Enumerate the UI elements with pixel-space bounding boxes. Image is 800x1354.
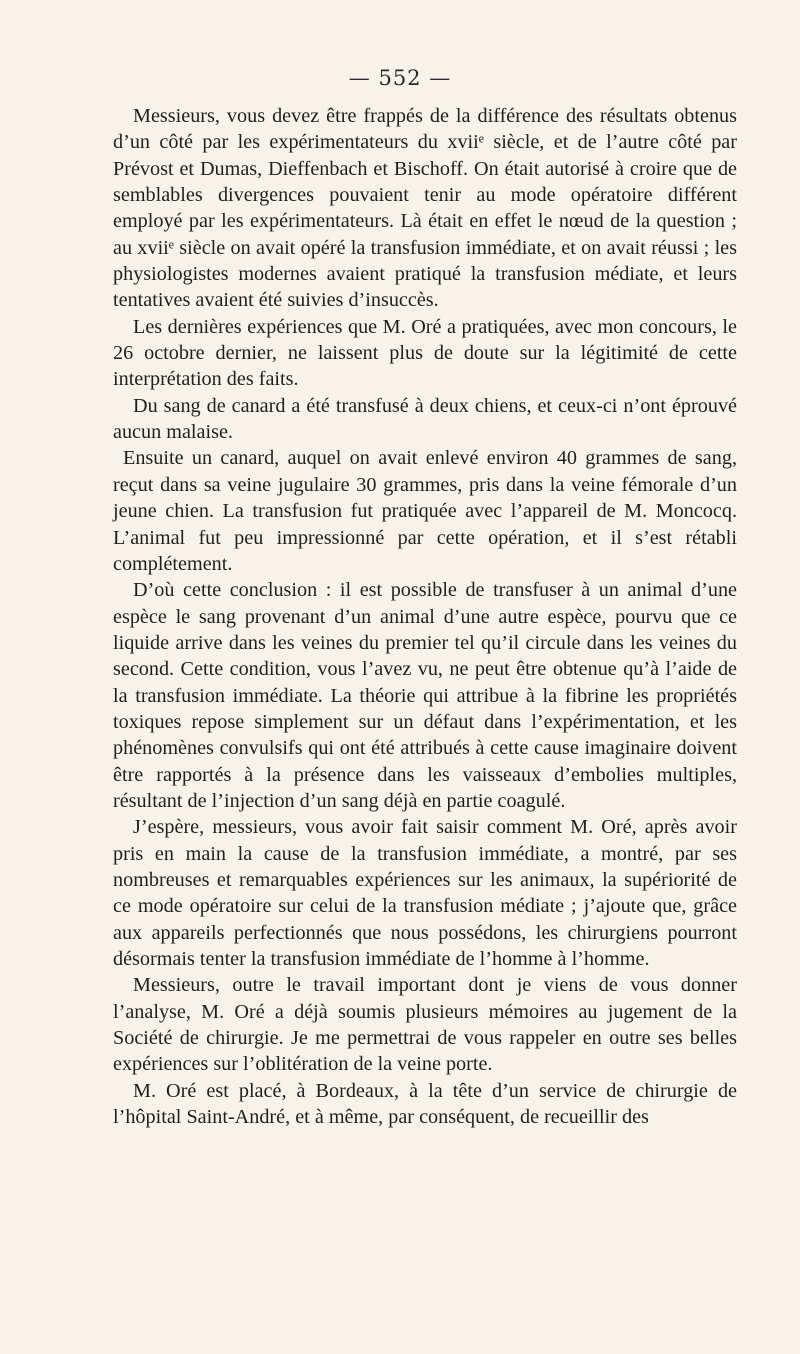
paragraph-6: J’espère, messieurs, vous avoir fait saisir comment M. Oré, après avoir pris en main la cause de la transfusion immédiate, a montré, par ses nombreuses et remarquables expériences sur les animaux, la supériorité de ce mode opératoire sur celui de la transfusion médiate ; j’ajoute que, grâce aux appareils perfectionnés que nous possédons, les chirurgiens pourront désormais tenter la transfusion immédiate de l’homme à l’homme. — [113, 816, 737, 970]
paragraph-7: Messieurs, outre le travail important dont je viens de vous donner l’analyse, M. Oré a déjà soumis plusieurs mémoires au jugement de la Société de chirurgie. Je me permettrai de vous rappeler en outre ses belles expériences sur l’oblitération de la veine porte. — [113, 974, 737, 1076]
paragraph-2: Les dernières expériences que M. Oré a pratiquées, avec mon concours, le 26 octobre dernier, ne laissent plus de doute sur la légitimité de cette interprétation des faits. — [113, 315, 737, 391]
paragraph-3: Du sang de canard a été transfusé à deux chiens, et ceux-ci n’ont éprouvé aucun malaise. — [113, 394, 737, 444]
page-number: — 552 — — [348, 66, 452, 90]
body-text — [113, 103, 737, 1130]
paragraph-1: Messieurs, vous devez être frappés de la différence des résultats obtenus d’un côté par les expérimentateurs du xviiᵉ siècle, et de l’autre côté par Prévost et Dumas, Dieffenbach et Bischoff. On était autorisé à croire que de semblables divergences pouvaient tenir au mode opératoire différent employé par les expérimentateurs. Là était en effet le nœud de la question ; au xviiᵉ siècle on avait opéré la transfusion immédiate, et on avait réussi ; les physiologistes modernes avaient pratiqué la transfusion médiate, et leurs tentatives avaient été suivies d’insuccès. — [113, 105, 737, 312]
paragraph-4: Ensuite un canard, auquel on avait enlevé environ 40 grammes de sang, reçut dans sa veine jugulaire 30 grammes, pris dans la veine fémorale d’un jeune chien. La transfusion fut pratiquée avec l’appareil de M. Moncocq. L’animal fut peu impressionné par cette opération, et il s’est rétabli complétement. — [113, 447, 737, 575]
paragraph-5: D’où cette conclusion : il est possible de transfuser à un animal d’une espèce le sang provenant d’un animal d’une autre espèce, pourvu que ce liquide arrive dans les veines du premier tel qu’il circule dans les veines du second. Cette condition, vous l’avez vu, ne peut être obtenue qu’à l’aide de la transfusion immédiate. La théorie qui attribue à la fibrine les propriétés toxiques repose simplement sur un défaut dans l’expérimentation, et les phénomènes convulsifs qui ont été attribués à cette cause imaginaire doivent être rapportés à la présence dans les vaisseaux d’embolies multiples, résultant de l’injection d’un sang déjà en partie coagulé. — [113, 579, 737, 812]
paragraph-8: M. Oré est placé, à Bordeaux, à la tête d’un service de chirurgie de l’hôpital Saint-André, et à même, par conséquent, de recueillir des — [113, 1079, 737, 1129]
